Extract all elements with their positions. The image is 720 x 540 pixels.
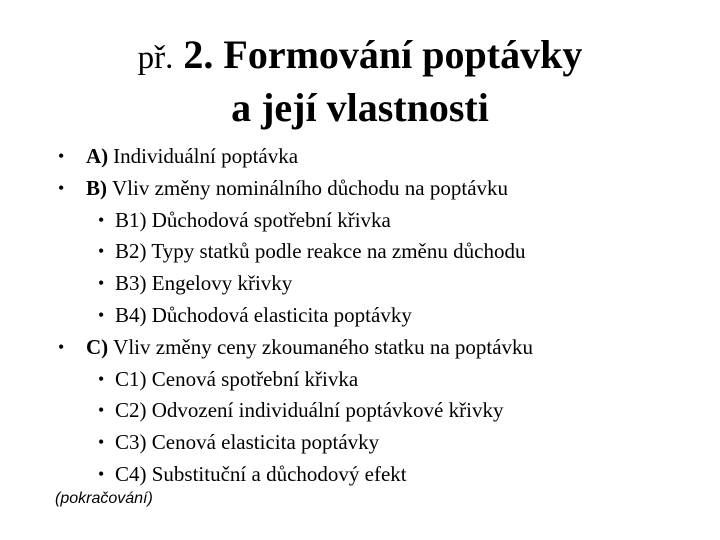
sub-list-item — [54, 236, 704, 268]
list-item-text: B2) Typy statků podle reakce na změnu důchodu — [115, 239, 526, 264]
bullet-dot-icon: • — [98, 304, 105, 325]
list-item-text: Vliv změny nominálního důchodu na poptávku — [112, 175, 509, 200]
bullet-dot-icon: • — [98, 432, 105, 453]
list-item-text: C4) Substituční a důchodový efekt — [115, 461, 407, 486]
bullet-dot-icon: • — [58, 177, 65, 198]
bullet-dot-icon: • — [98, 400, 105, 421]
list-item-text: C1) Cenová spotřební křivka — [115, 366, 359, 391]
title-main-text: 2. Formování poptávky — [183, 32, 583, 77]
continuation-note: (pokračování) — [55, 490, 153, 507]
list-item-label: B) — [86, 175, 107, 200]
sub-list-item — [54, 459, 704, 491]
list-item — [54, 141, 704, 173]
list-item-text: C2) Odvození individuální poptávkové křivky — [115, 398, 504, 423]
title-line-1 — [0, 30, 720, 83]
list-item-text: B4) Důchodová elasticita poptávky — [115, 302, 412, 327]
bullet-dot-icon: • — [98, 241, 105, 262]
bullet-list — [54, 141, 704, 491]
slide-title — [0, 30, 720, 133]
list-item-text: B3) Engelovy křivky — [115, 271, 293, 296]
list-item-label: A) — [86, 144, 109, 168]
title-line-2: a její vlastnosti — [231, 85, 489, 130]
sub-list-item — [54, 427, 704, 459]
list-item-text: C3) Cenová elasticita poptávky — [115, 430, 380, 455]
bullet-dot-icon: • — [98, 368, 105, 389]
sub-list-item — [54, 300, 704, 332]
list-item — [54, 173, 704, 205]
list-item-text: Individuální poptávka — [113, 144, 299, 168]
sub-list-item — [54, 268, 704, 300]
title-prefix: př. — [137, 40, 174, 76]
bullet-dot-icon: • — [58, 336, 65, 357]
list-item-text: B1) Důchodová spotřební křivka — [115, 207, 391, 232]
bullet-dot-icon: • — [98, 273, 105, 294]
bullet-dot-icon: • — [98, 463, 105, 484]
sub-list-item — [54, 205, 704, 237]
list-item-label: C) — [86, 334, 109, 359]
sub-list-item — [54, 395, 704, 427]
list-item — [54, 332, 704, 364]
list-item-text: Vliv změny ceny zkoumaného statku na poptávku — [113, 334, 534, 359]
sub-list-item — [54, 364, 704, 396]
bullet-dot-icon: • — [98, 209, 105, 230]
bullet-dot-icon: • — [58, 146, 65, 166]
